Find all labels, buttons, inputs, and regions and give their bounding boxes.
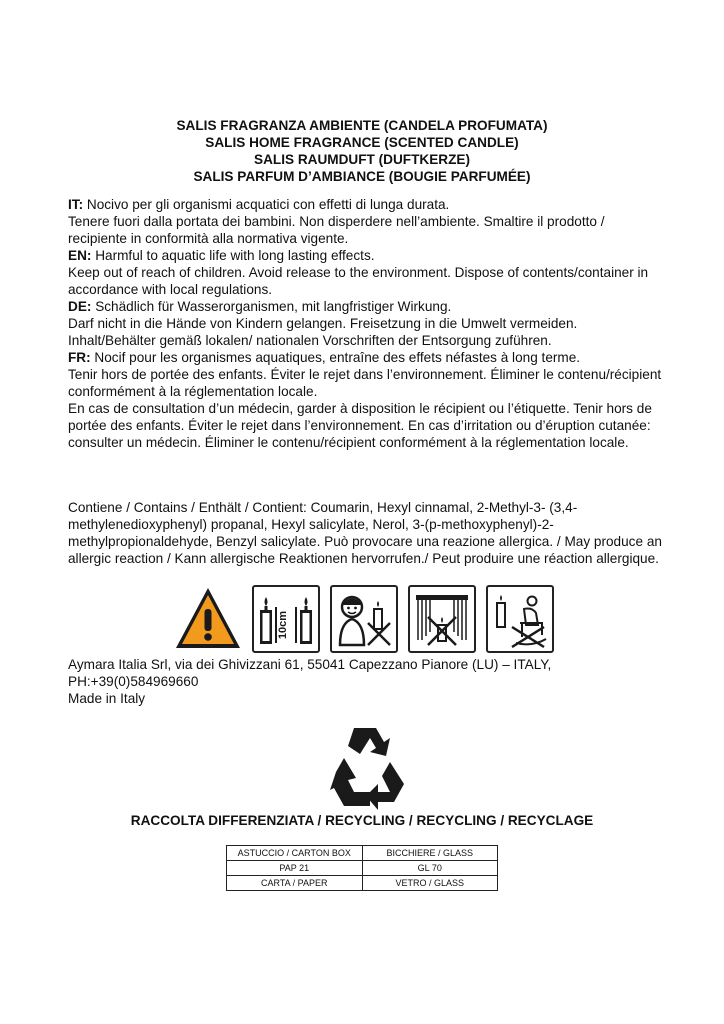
allergens-paragraph: Contiene / Contains / Enthält / Contient: Coumarin, Hexyl cinnamal, 2-Methyl-3- (3,4-methylenedioxyphenyl) propanal, Hexyl salicylate, Nerol, 3-(p-methoxyphenyl)-2-methylpropionaldehyde, Benzyl salicylate. Può provocare una reazione allergica. / May produce an allergic reaction / Kann allergische Reaktionen hervorrufen./ Peut produire une réaction allergique. [68, 500, 662, 566]
recycling-table [226, 845, 498, 891]
table-cell: BICCHIERE / GLASS [362, 846, 498, 861]
lang-label-it: IT: [68, 197, 84, 212]
title-fr: SALIS PARFUM D’AMBIANCE (BOUGIE PARFUMÉE) [193, 169, 531, 184]
warning-it-line1: IT: Nocivo per gli organismi acquatici con effetti di lunga durata. [68, 197, 450, 212]
recycle-icon [330, 722, 408, 812]
phone-line: PH:+39(0)584969660 [68, 674, 199, 689]
warning-de-line1: DE: Schädlich für Wasserorganismen, mit langfristiger Wirkung. [68, 299, 452, 314]
distance-label: 10cm [277, 610, 289, 640]
warning-it-rest: Tenere fuori dalla portata dei bambini. Non disperdere nell’ambiente. Smaltire il prodotto / recipiente in conformità alla normativa vigente. [68, 214, 605, 246]
table-cell: CARTA / PAPER [227, 876, 363, 891]
warnings-block [68, 196, 664, 451]
lang-label-fr: FR: [68, 350, 91, 365]
table-cell: ASTUCCIO / CARTON BOX [227, 846, 363, 861]
warning-de-rest: Darf nicht in die Hände von Kindern gelangen. Freisetzung in die Umwelt vermeiden. Inhalt/Behälter gemäß lokalen/ nationalen Vorschriften der Entsorgung zuführen. [68, 316, 578, 348]
warning-en-rest: Keep out of reach of children. Avoid release to the environment. Dispose of contents/container in accordance with local regulations. [68, 265, 649, 297]
warning-triangle-icon [174, 585, 242, 653]
title-de: SALIS RAUMDUFT (DUFTKERZE) [254, 152, 470, 167]
recycling-title: RACCOLTA DIFFERENZIATA / RECYCLING / RECYCLING / RECYCLAGE [130, 813, 594, 828]
lang-label-en: EN: [68, 248, 92, 263]
keep-from-children-icon [330, 585, 398, 653]
table-row [227, 876, 498, 891]
product-titles [60, 117, 664, 185]
warning-en-line1: EN: Harmful to aquatic life with long lasting effects. [68, 248, 375, 263]
manufacturer-address [68, 656, 664, 707]
warning-fr-rest: Tenir hors de portée des enfants. Éviter le rejet dans l’environnement. Éliminer le contenu/récipient conformément à la réglementation locale. [68, 367, 662, 399]
lang-label-de: DE: [68, 299, 92, 314]
warning-fr-line1: FR: Nocif pour les organismes aquatiques, entraîne des effets néfastes à long terme. [68, 350, 581, 365]
title-it: SALIS FRAGRANZA AMBIENTE (CANDELA PROFUMATA) [176, 118, 548, 133]
table-cell: VETRO / GLASS [362, 876, 498, 891]
table-cell: PAP 21 [227, 861, 363, 876]
origin-line: Made in Italy [68, 691, 146, 706]
warning-fr-rest2: En cas de consultation d’un médecin, garder à disposition le récipient ou l’étiquette. Tenir hors de portée des enfants. Éviter le rejet dans l’environnement. En cas d’irritation ou d’éruption cutanée: consulter un médecin. Éliminer le contenu/récipient conformément à la réglementation locale. [68, 401, 652, 450]
table-row [227, 846, 498, 861]
keep-from-curtains-icon [408, 585, 476, 653]
candle-distance-icon [252, 585, 320, 653]
table-row [227, 861, 498, 876]
table-cell: GL 70 [362, 861, 498, 876]
address-line: Aymara Italia Srl, via dei Ghivizzani 61, 55041 Capezzano Pianore (LU) – ITALY, [68, 657, 552, 672]
unattended-candle-icon [486, 585, 554, 653]
title-en: SALIS HOME FRAGRANCE (SCENTED CANDLE) [205, 135, 519, 150]
